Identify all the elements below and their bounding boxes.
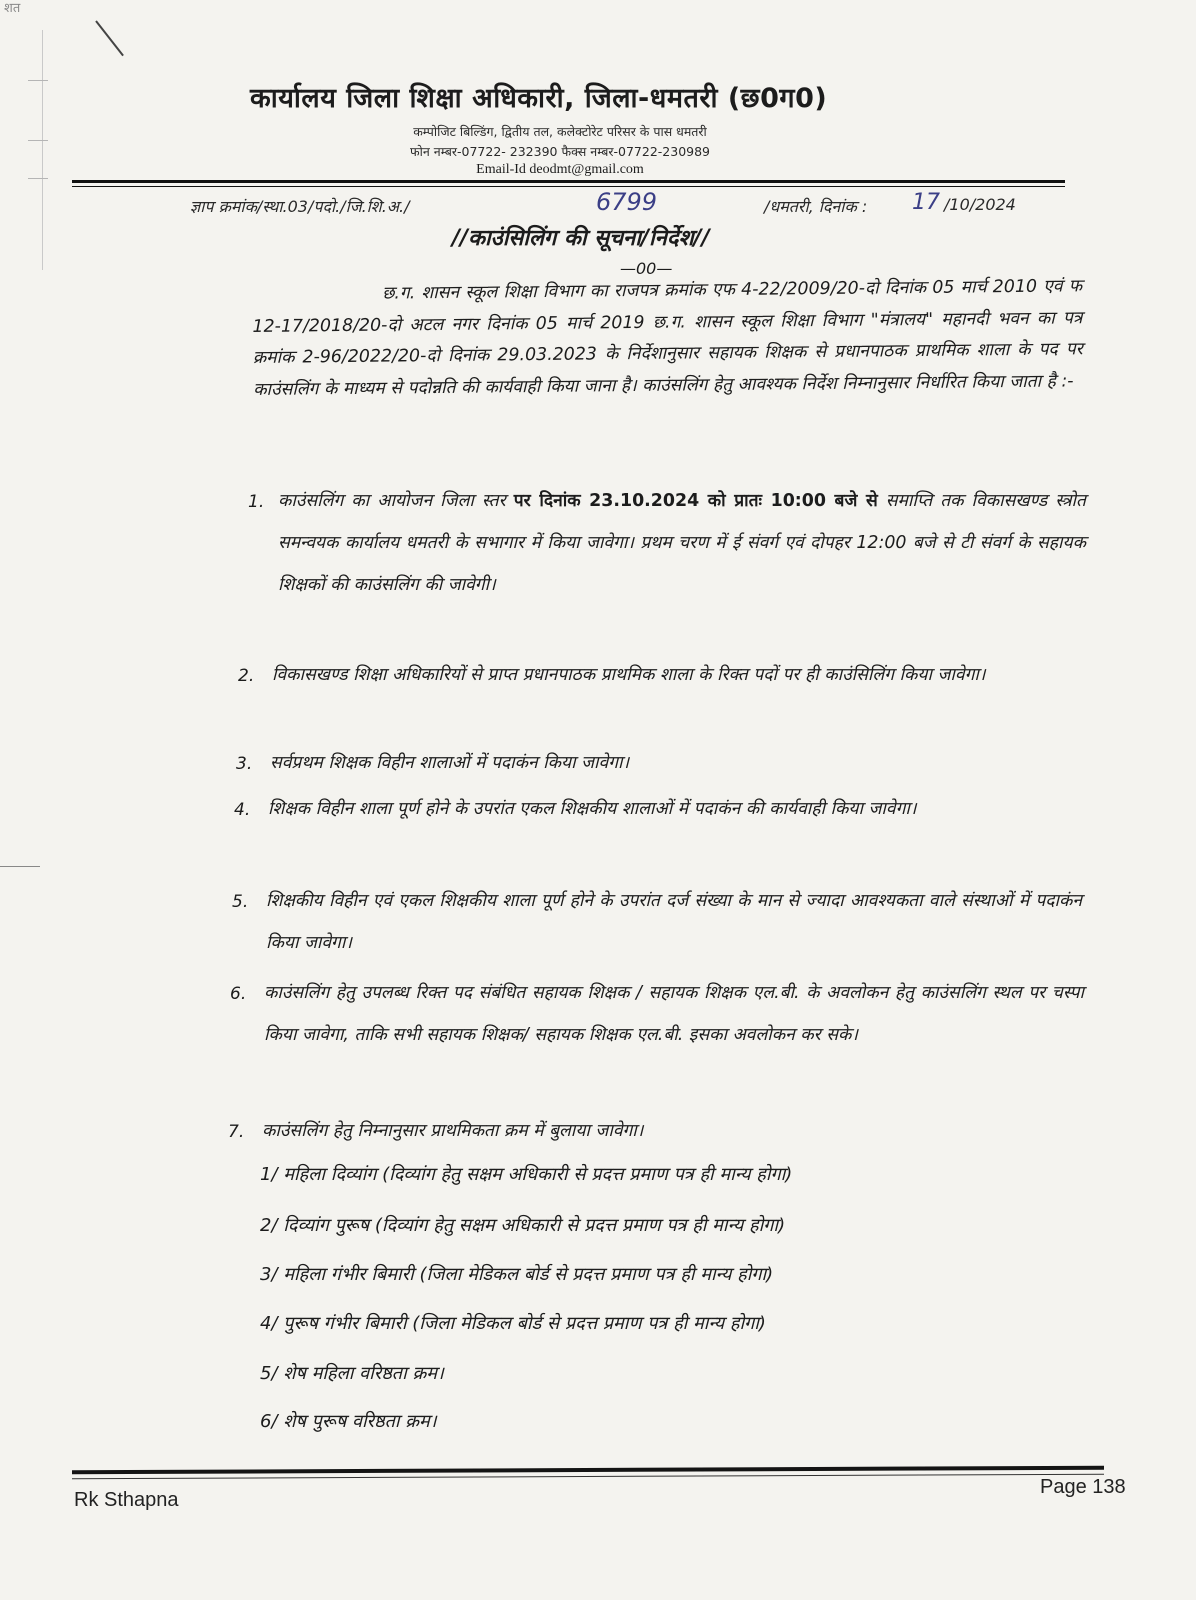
memo-number-handwritten: 6799 [596, 188, 658, 216]
office-email: Email-Id deodmt@gmail.com [476, 162, 644, 177]
priority-item: 4/ पुरूष गंभीर बिमारी (जिला मेडिकल बोर्ड से प्रदत्त प्रमाण पत्र ही मान्य होगा) [260, 1313, 766, 1334]
footer-label: Rk Sthapna [74, 1489, 179, 1511]
item-number: 4. [234, 800, 251, 820]
item-number: 6. [230, 984, 247, 1004]
margin-tick [28, 140, 48, 141]
footer-rule-thin [72, 1474, 1104, 1480]
item-number: 1. [248, 492, 265, 512]
subject-separator: —00— [620, 259, 673, 278]
edge-line [0, 866, 40, 867]
memo-reference: ज्ञाप क्रमांक/स्था.03/पदो./जि.शि.अ./ [190, 197, 410, 216]
corner-mark: शत [4, 1, 21, 16]
item-number: 7. [228, 1122, 245, 1142]
instruction-item: शिक्षक विहीन शाला पूर्ण होने के उपरांत एकल शिक्षकीय शालाओं में पदाकंन की कार्यवाही किया जावेगा। [268, 799, 917, 819]
header-rule [72, 180, 1065, 183]
priority-item: 5/ शेष महिला वरिष्ठता क्रम। [260, 1363, 444, 1384]
pen-mark [95, 20, 124, 56]
item-number: 3. [236, 754, 253, 774]
footer-rule [72, 1466, 1104, 1475]
item-text: काउंसलिंग का आयोजन जिला स्तर [278, 491, 514, 511]
place-date-label: /धमतरी, दिनांक : [764, 197, 868, 216]
margin-line [42, 30, 43, 270]
priority-item: 1/ महिला दिव्यांग (दिव्यांग हेतु सक्षम अधिकारी से प्रदत्त प्रमाण पत्र ही मान्य होगा) [260, 1164, 793, 1185]
item-text: समाप्ति तक विकासखण्ड स्त्रोत समन्वयक कार्यालय धमतरी के सभागार में किया जावेगा। प्रथम चरण में ई संवर्ग एवं दोपहर 12:00 बजे से टी संवर्ग के सहायक शिक्षकों की काउंसलिंग की जावेगी। [278, 491, 1086, 595]
page-number: Page 138 [1040, 1476, 1126, 1498]
intro-paragraph: छ.ग. शासन स्कूल शिक्षा विभाग का राजपत्र क्रमांक एफ 4-22/2009/20-दो दिनांक 05 मार्च 2010 एवं फ 12-17/2018/20-दो अटल नगर दिनांक 05 मार्च 2019 छ.ग. शासन स्कूल शिक्षा विभाग "मंत्रालय" महानदी भवन का पत्र क्रमांक 2-96/2022/20-दो दिनांक 29.03.2023 के निर्देशानुसार सहायक शिक्षक से प्रधानपाठक प्राथमिक शाला के पद पर काउंसलिंग के माध्यम से पदोन्नति की कार्यवाही किया जाना है। काउंसलिंग हेतु आवश्यक निर्देश निम्नानुसार निर्धारित किया जाता है :- [252, 276, 1083, 400]
priority-item: 6/ शेष पुरूष वरिष्ठता क्रम। [260, 1411, 437, 1432]
instruction-item: सर्वप्रथम शिक्षक विहीन शालाओं में पदाकंन किया जावेगा। [270, 753, 630, 773]
item-number: 5. [232, 892, 249, 912]
office-address: कम्पोजिट बिल्डिंग, द्वितीय तल, कलेक्टोरेट परिसर के पास धमतरी [413, 124, 707, 139]
item-number: 2. [238, 666, 255, 686]
instruction-item: शिक्षकीय विहीन एवं एकल शिक्षकीय शाला पूर्ण होने के उपरांत दर्ज संख्या के मान से ज्यादा आवश्यकता वाले संस्थाओं में पदाकंन किया जावेगा। [266, 891, 1082, 953]
margin-tick [28, 178, 48, 179]
office-title: कार्यालय जिला शिक्षा अधिकारी, जिला-धमतरी (छ0ग0) [250, 83, 828, 114]
date-day-handwritten: 17 [912, 190, 940, 215]
instruction-item: काउंसलिंग हेतु निम्नानुसार प्राथमिकता क्रम में बुलाया जावेगा। [262, 1121, 644, 1141]
header-rule-thin [72, 186, 1065, 187]
date-month-year: /10/2024 [944, 195, 1016, 214]
margin-tick [28, 80, 48, 81]
instruction-item [278, 480, 1086, 606]
instruction-item: विकासखण्ड शिक्षा अधिकारियों से प्राप्त प्रधानपाठक प्राथमिक शाला के रिक्त पदों पर ही काउंसिलिंग किया जावेगा। [272, 665, 986, 685]
item-text-bold: पर दिनांक 23.10.2024 को प्रातः 10:00 बजे से [513, 491, 878, 511]
office-phone-fax: फोन नम्बर-07722- 232390 फैक्स नम्बर-07722-230989 [409, 144, 711, 159]
notice-subject: //काउंसिलिंग की सूचना/निर्देश// [452, 226, 710, 251]
priority-item: 3/ महिला गंभीर बिमारी (जिला मेडिकल बोर्ड से प्रदत्त प्रमाण पत्र ही मान्य होगा) [260, 1264, 774, 1285]
priority-item: 2/ दिव्यांग पुरूष (दिव्यांग हेतु सक्षम अधिकारी से प्रदत्त प्रमाण पत्र ही मान्य होगा) [260, 1215, 786, 1236]
instruction-item: काउंसलिंग हेतु उपलब्ध रिक्त पद संबंधित सहायक शिक्षक / सहायक शिक्षक एल.बी. के अवलोकन हेतु काउंसलिंग स्थल पर चस्पा किया जावेगा, ताकि सभी सहायक शिक्षक/ सहायक शिक्षक एल.बी. इसका अवलोकन कर सके। [264, 983, 1084, 1045]
